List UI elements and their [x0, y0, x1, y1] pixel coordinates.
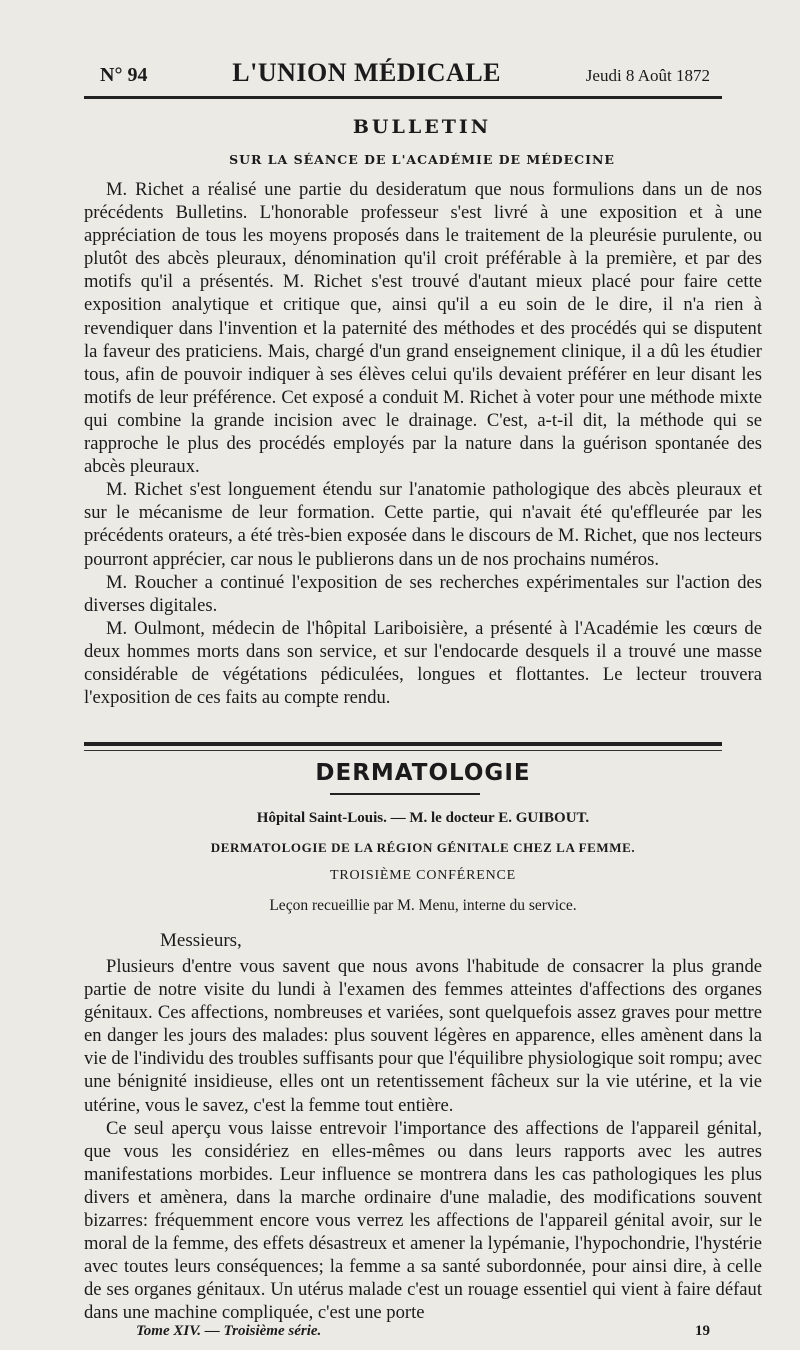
section-divider-thin — [84, 750, 722, 751]
bulletin-title: BULLETIN — [352, 116, 492, 138]
hospital-line: Hôpital Saint-Louis. — M. le docteur E. GUIBOUT. — [256, 810, 590, 826]
dermatologie-paragraph: Plusieurs d'entre vous savent que nous avons l'habitude de consacrer la plus grande partie de notre visite du lundi à l'examen des femmes atteintes d'affections des organes génitaux. Ces affections, nombreuses et variées, sont quelquefois assez graves pour mettre en danger les jours des malades: plus souvent légères en apparence, elles amènent dans la vie de l'individu des troubles suffisants pour que l'équilibre physiologique soit rompu; avec une bénignité insidieuse, elles ont un retentissement fâcheux sur la vie utérine, et la vie utérine, vous le savez, c'est la femme tout entière. — [84, 956, 762, 1116]
bulletin-subtitle: SUR LA SÉANCE DE L'ACADÉMIE DE MÉDECINE — [229, 152, 615, 167]
bulletin-paragraph: M. Oulmont, médecin de l'hôpital Lariboisière, a présenté à l'Académie les cœurs de deux hommes morts dans son service, et sur l'endocarde desquels il a trouvé une masse considérable de végétations pédiculées, longues et flottantes. Le lecteur trouvera l'exposition de ces faits au compte rendu. — [84, 617, 762, 709]
bulletin-paragraph: M. Roucher a continué l'exposition de ses recherches expérimentales sur l'action des diverses digitales. — [84, 571, 762, 616]
section-divider — [84, 742, 722, 746]
issue-number: N° 94 — [100, 64, 148, 86]
dermatologie-title: DERMATOLOGIE — [315, 760, 531, 786]
lecture-subtitle: TROISIÈME CONFÉRENCE — [330, 868, 516, 883]
header-rule — [84, 96, 722, 99]
bulletin-body — [84, 178, 762, 709]
page-footer — [136, 1323, 710, 1340]
title-underline — [330, 793, 480, 795]
bulletin-paragraph: M. Richet s'est longuement étendu sur l'anatomie pathologique des abcès pleuraux et sur le mécanisme de leur formation. Cette partie, qui n'avait été qu'effleurée par les précédents orateurs, a été très-bien exposée dans le discours de M. Richet, que nos lecteurs pourront apprécier, car nous le publierons dans un de nos prochains numéros. — [84, 479, 762, 570]
lecture-title: DERMATOLOGIE DE LA RÉGION GÉNITALE CHEZ LA FEMME. — [210, 840, 636, 855]
masthead — [100, 58, 710, 88]
tome-label: Tome XIV. — Troisième série. — [136, 1323, 322, 1339]
journal-title: L'UNION MÉDICALE — [232, 58, 501, 87]
salutation: Messieurs, — [160, 930, 242, 951]
dermatologie-body — [84, 955, 762, 1325]
bulletin-paragraph: M. Richet a réalisé une partie du desideratum que nous formulions dans un de nos précédents Bulletins. L'honorable professeur s'est livré à une exposition et à une appréciation de tous les moyens proposés dans le traitement de la pleurésie purulente, ou plutôt des abcès pleuraux, dénomination qu'il croit préférable à la première, et par des motifs qu'il a présentés. M. Richet s'est trouvé d'autant mieux placé pour faire cette exposition analytique et critique que, ainsi qu'il a eu soin de le dire, il n'a rien à revendiquer dans l'invention et la paternité des méthodes et des procédés qui se disputent la faveur des praticiens. Mais, chargé d'un grand enseignement clinique, il a dû les étudier tous, afin de pouvoir indiquer à ses élèves celui qu'ils devaient préférer en leur disant les motifs de leur préférence. Cet exposé a conduit M. Richet à voter pour une méthode mixte qui combine la grande incision avec le drainage. C'est, a-t-il dit, la méthode qui se rapproche le plus des procédés employés par la nature dans la guérison spontanée des abcès pleuraux. — [84, 179, 762, 478]
signature-number: 19 — [695, 1323, 710, 1339]
issue-date: Jeudi 8 Août 1872 — [585, 66, 710, 85]
lecture-note: Leçon recueillie par M. Menu, interne du service. — [269, 897, 577, 914]
dermatologie-paragraph: Ce seul aperçu vous laisse entrevoir l'importance des affections de l'appareil génital, que vous les considériez en elles-mêmes ou dans leurs rapports avec les autres manifestations morbides. Leur influence se montrera dans les cas pathologiques les plus divers et amènera, dans la marche ordinaire d'une maladie, des modifications souvent bizarres: fréquemment encore vous verrez les affections de l'appareil génital avoir, sur le moral de la femme, des effets désastreux et amener la lypémanie, l'hypochondrie, l'hystérie avec toutes leurs conséquences; la femme a sa santé subordonnée, pour ainsi dire, à celle de ses organes génitaux. Un utérus malade c'est un rouage essentiel qui vient à faire défaut dans une machine compliquée, c'est une porte — [84, 1117, 762, 1324]
